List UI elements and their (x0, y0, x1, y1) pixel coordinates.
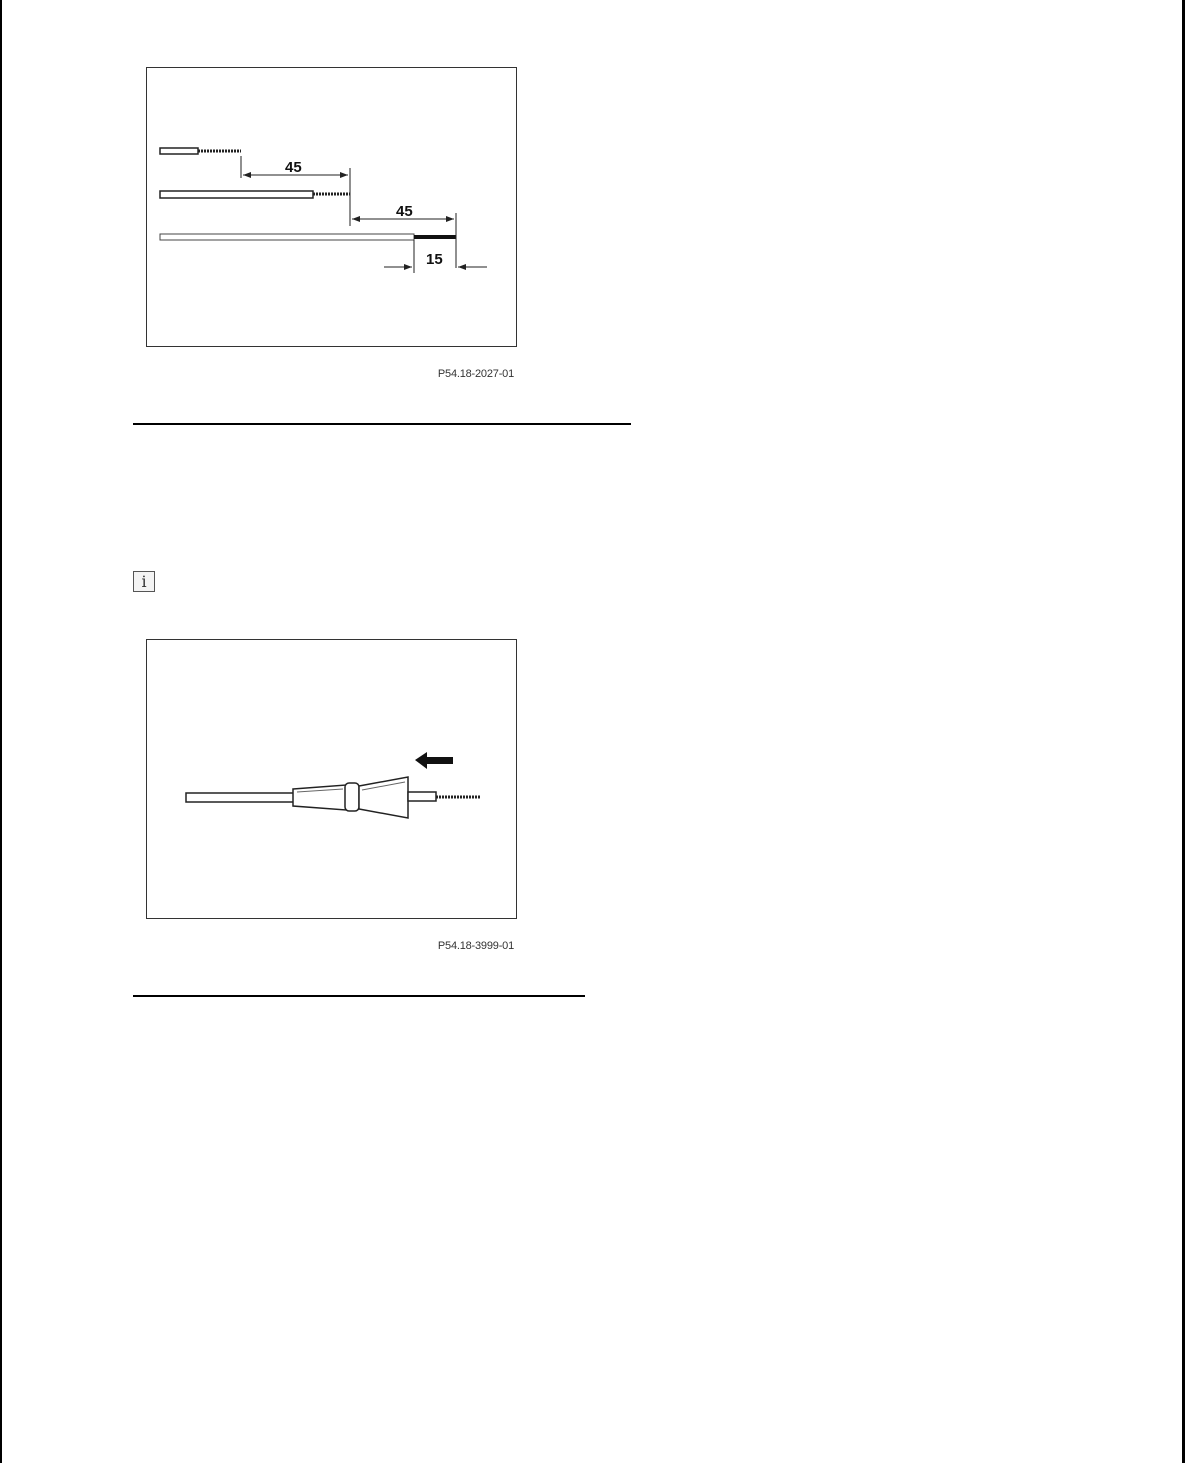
dim-3-arrow-right (458, 264, 466, 270)
figure-sleeve-assembly (146, 639, 517, 919)
dim-1-arrow-right (340, 172, 348, 178)
page-border-right (1182, 0, 1185, 1463)
sleeve-diagram (147, 640, 518, 920)
dim-3-arrow-left (404, 264, 412, 270)
dim-1-arrow-left (243, 172, 251, 178)
wire-inner-section (408, 792, 436, 801)
sleeve-collar (345, 783, 359, 811)
wire-strip-diagram (147, 68, 518, 348)
info-icon[interactable]: i (133, 571, 155, 592)
wire-1-insulation (160, 148, 198, 154)
wire-2-insulation (160, 191, 313, 198)
section-divider-2 (133, 995, 585, 997)
sleeve-rear (293, 785, 346, 810)
wire-3-insulation (160, 234, 414, 240)
push-direction-arrow-icon (415, 752, 453, 769)
figure-1-caption: P54.18-2027-01 (437, 368, 514, 380)
wire-insulation (186, 793, 294, 802)
figure-2-caption: P54.18-3999-01 (437, 940, 514, 952)
page-border-left (0, 0, 2, 1463)
dimension-label-45-second: 45 (396, 203, 413, 220)
section-divider-1 (133, 423, 631, 425)
dim-2-arrow-left (352, 216, 360, 222)
figure-wire-strip-dimensions (146, 67, 517, 347)
dimension-label-45-first: 45 (285, 159, 302, 176)
dimension-label-15: 15 (426, 251, 443, 268)
dim-2-arrow-right (446, 216, 454, 222)
